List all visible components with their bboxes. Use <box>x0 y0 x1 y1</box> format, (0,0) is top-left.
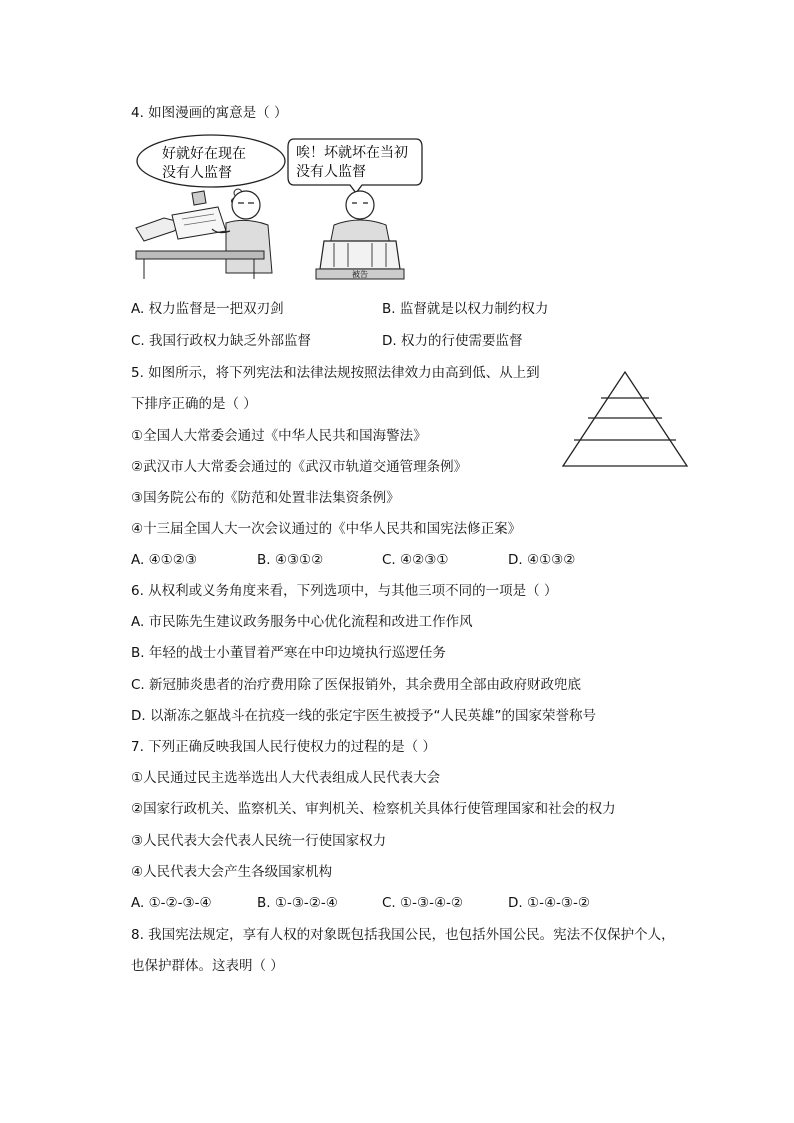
q5-pyramid-diagram <box>560 370 690 470</box>
q4-option-d[interactable]: D. 权力的行使需要监督 <box>382 333 523 349</box>
desk <box>136 251 264 259</box>
q5-item-3: ③国务院公布的《防范和处置非法集资条例》 <box>131 490 400 506</box>
q7-option-c[interactable]: C. ①-③-④-② <box>382 895 464 911</box>
q6-option-b[interactable]: B. 年轻的战士小董冒着严寒在中印边境执行巡逻任务 <box>131 645 446 661</box>
q5-option-c[interactable]: C. ④②③① <box>382 552 449 568</box>
q7-option-b[interactable]: B. ①-③-②-④ <box>257 895 338 911</box>
stamp <box>192 191 206 205</box>
q5-item-4: ④十三届全国人大一次会议通过的《中华人民共和国宪法修正案》 <box>131 521 522 537</box>
q5-stem-line2: 下排序正确的是（ ） <box>131 396 257 412</box>
q4-option-c[interactable]: C. 我国行政权力缺乏外部监督 <box>131 333 312 349</box>
q4-option-b[interactable]: B. 监督就是以权力制约权力 <box>382 301 549 317</box>
right-bubble-line2: 没有人监督 <box>296 164 366 180</box>
official-body <box>226 220 272 273</box>
q5-item-2: ②武汉市人大常委会通过的《武汉市轨道交通管理条例》 <box>131 459 468 475</box>
q7-item-2: ②国家行政机关、监察机关、审判机关、检察机关具体行使管理国家和社会的权力 <box>131 801 616 817</box>
q5-option-a[interactable]: A. ④①②③ <box>131 552 197 568</box>
q7-option-a[interactable]: A. ①-②-③-④ <box>131 895 212 911</box>
q6-stem: 6. 从权利或义务角度来看，下列选项中，与其他三项不同的一项是（ ） <box>131 583 558 599</box>
q8-stem-line2: 也保护群体。这表明（ ） <box>131 958 284 974</box>
q7-option-d[interactable]: D. ①-④-③-② <box>508 895 591 911</box>
q7-stem: 7. 下列正确反映我国人民行使权力的过程的是（ ） <box>131 739 436 755</box>
q4-stem: 4. 如图漫画的寓意是（ ） <box>131 105 288 121</box>
q7-item-1: ①人民通过民主选举选出人大代表组成人民代表大会 <box>131 770 441 786</box>
dock <box>320 241 400 269</box>
q8-stem-line1: 8. 我国宪法规定，享有人权的对象既包括我国公民，也包括外国公民。宪法不仅保护个人， <box>131 927 675 943</box>
q6-option-a[interactable]: A. 市民陈先生建议政务服务中心优化流程和改进工作作风 <box>131 614 473 630</box>
q6-option-c[interactable]: C. 新冠肺炎患者的治疗费用除了医保报销外，其余费用全部由政府财政兜底 <box>131 677 582 693</box>
left-bubble-line2: 没有人监督 <box>162 165 232 181</box>
official-head <box>232 191 260 219</box>
q7-item-3: ③人民代表大会代表人民统一行使国家权力 <box>131 833 387 849</box>
q5-option-d[interactable]: D. ④①③② <box>508 552 576 568</box>
q5-stem-line1: 5. 如图所示，将下列宪法和法律法规按照法律效力由高到低、从上到 <box>131 365 540 381</box>
left-bubble-line1: 好就好在现在 <box>162 146 246 162</box>
defendant-head <box>346 191 374 219</box>
q5-item-1: ①全国人大常委会通过《中华人民共和国海警法》 <box>131 428 427 444</box>
q5-option-b[interactable]: B. ④③①② <box>257 552 324 568</box>
right-bubble-line1: 唉！坏就坏在当初 <box>296 145 408 161</box>
q4-option-a[interactable]: A. 权力监督是一把双刃剑 <box>131 301 284 317</box>
q7-item-4: ④人民代表大会产生各级国家机构 <box>131 864 333 880</box>
q4-cartoon <box>134 133 424 283</box>
dock-label: 被告 <box>352 270 368 279</box>
q6-option-d[interactable]: D. 以渐冻之躯战斗在抗疫一线的张定宇医生被授予“人民英雄”的国家荣誉称号 <box>131 708 596 724</box>
